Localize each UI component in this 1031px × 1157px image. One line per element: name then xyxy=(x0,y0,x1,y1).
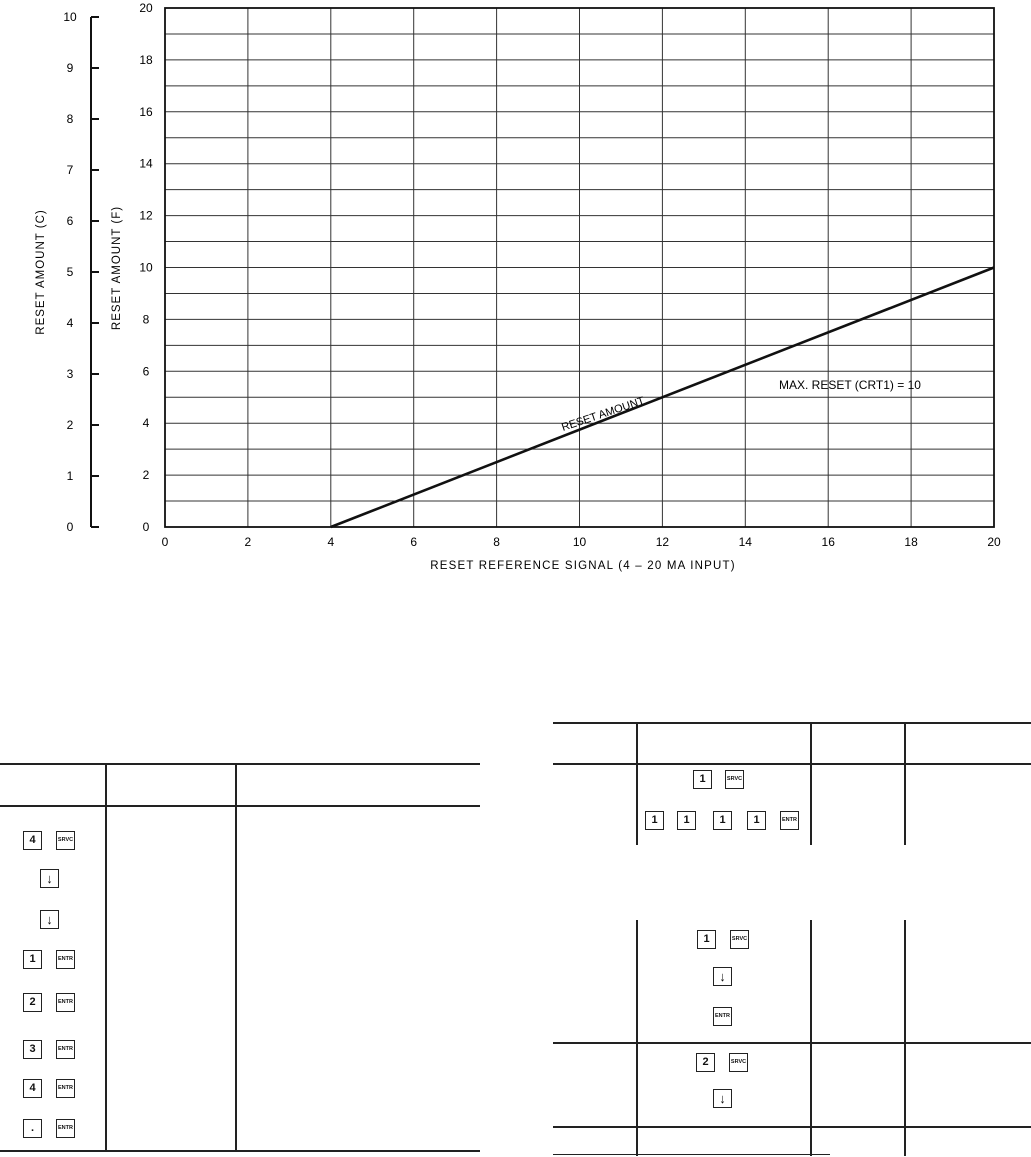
y-tick-label: 2 xyxy=(142,468,150,483)
x-tick-label: 0 xyxy=(161,535,169,549)
key-entr[interactable]: ENTR xyxy=(713,1007,732,1026)
max-reset-annotation: MAX. RESET (CRT1) = 10 xyxy=(779,378,921,392)
key-down-arrow[interactable]: ↓ xyxy=(40,869,59,888)
table-rule xyxy=(810,722,812,845)
table-rule xyxy=(636,920,638,1156)
key-digit[interactable]: 1 xyxy=(747,811,766,830)
table-rule xyxy=(904,920,906,1156)
key-digit[interactable]: 1 xyxy=(693,770,712,789)
series-line-label: RESET AMOUNT xyxy=(560,394,647,434)
table-rule xyxy=(636,722,638,845)
key-digit[interactable]: 3 xyxy=(23,1040,42,1059)
key-srvc[interactable]: SRVC xyxy=(56,831,75,850)
secondary-tick-label: 10 xyxy=(63,10,77,24)
y-tick-label: 20 xyxy=(139,1,153,15)
x-tick-label: 18 xyxy=(904,535,918,549)
secondary-tick-label: 9 xyxy=(66,61,74,75)
key-srvc[interactable]: SRVC xyxy=(729,1053,748,1072)
footnote-rule xyxy=(553,1154,830,1155)
key-digit[interactable]: 1 xyxy=(23,950,42,969)
y-tick-label: 10 xyxy=(139,260,153,275)
y-tick-label: 14 xyxy=(139,156,153,171)
key-digit[interactable]: 1 xyxy=(645,811,664,830)
x-tick-label: 12 xyxy=(655,535,670,549)
x-axis-label: RESET REFERENCE SIGNAL (4 – 20 MA INPUT) xyxy=(430,560,736,572)
y-tick-label: 4 xyxy=(142,416,150,431)
secondary-tick-label: 2 xyxy=(66,418,74,432)
secondary-tick-label: 1 xyxy=(66,469,74,483)
key-digit[interactable]: 1 xyxy=(697,930,716,949)
x-tick-label: 20 xyxy=(987,535,1001,549)
key-entr[interactable]: ENTR xyxy=(780,811,799,830)
table-rule xyxy=(553,1126,1031,1128)
secondary-tick-label: 8 xyxy=(66,112,74,126)
key-entr[interactable]: ENTR xyxy=(56,1079,75,1098)
y-tick-label: 18 xyxy=(139,52,153,67)
y-tick-label: 8 xyxy=(142,312,150,327)
y-tick-label: 0 xyxy=(142,520,150,534)
secondary-tick-label: 6 xyxy=(66,214,74,228)
secondary-tick-label: 0 xyxy=(66,520,74,534)
table-rule xyxy=(904,722,906,845)
table-rule xyxy=(810,920,812,1156)
table-rule xyxy=(553,763,1031,765)
key-down-arrow[interactable]: ↓ xyxy=(713,967,732,986)
secondary-tick-label: 4 xyxy=(66,316,74,330)
x-tick-label: 14 xyxy=(738,535,752,549)
table-rule xyxy=(553,722,1031,724)
key-digit[interactable]: 1 xyxy=(713,811,732,830)
table-rule xyxy=(553,1042,1031,1044)
y-axis-label-c: RESET AMOUNT (C) xyxy=(35,209,47,335)
y-tick-label: 6 xyxy=(142,364,150,379)
key-down-arrow[interactable]: ↓ xyxy=(40,910,59,929)
secondary-tick-label: 3 xyxy=(66,367,74,381)
key-entr[interactable]: ENTR xyxy=(56,1040,75,1059)
y-tick-label: 12 xyxy=(139,208,153,223)
key-digit[interactable]: 2 xyxy=(696,1053,715,1072)
key-entr[interactable]: ENTR xyxy=(56,993,75,1012)
x-tick-label: 8 xyxy=(493,535,500,549)
x-tick-label: 10 xyxy=(572,535,587,549)
key-digit[interactable]: 4 xyxy=(23,1079,42,1098)
y-tick-label: 16 xyxy=(139,104,153,119)
key-entr[interactable]: ENTR xyxy=(56,1119,75,1138)
key-digit[interactable]: 2 xyxy=(23,993,42,1012)
x-tick-label: 6 xyxy=(410,535,418,549)
x-tick-label: 16 xyxy=(821,535,835,549)
key-decimal[interactable]: . xyxy=(23,1119,42,1138)
key-digit[interactable]: 1 xyxy=(677,811,696,830)
secondary-tick-label: 5 xyxy=(66,265,74,279)
key-digit[interactable]: 4 xyxy=(23,831,42,850)
x-tick-label: 4 xyxy=(327,535,335,549)
x-tick-label: 2 xyxy=(244,535,252,549)
secondary-tick-label: 7 xyxy=(66,163,74,177)
key-down-arrow[interactable]: ↓ xyxy=(713,1089,732,1108)
key-srvc[interactable]: SRVC xyxy=(730,930,749,949)
key-srvc[interactable]: SRVC xyxy=(725,770,744,789)
y-axis-label-f: RESET AMOUNT (F) xyxy=(111,205,123,331)
key-entr[interactable]: ENTR xyxy=(56,950,75,969)
